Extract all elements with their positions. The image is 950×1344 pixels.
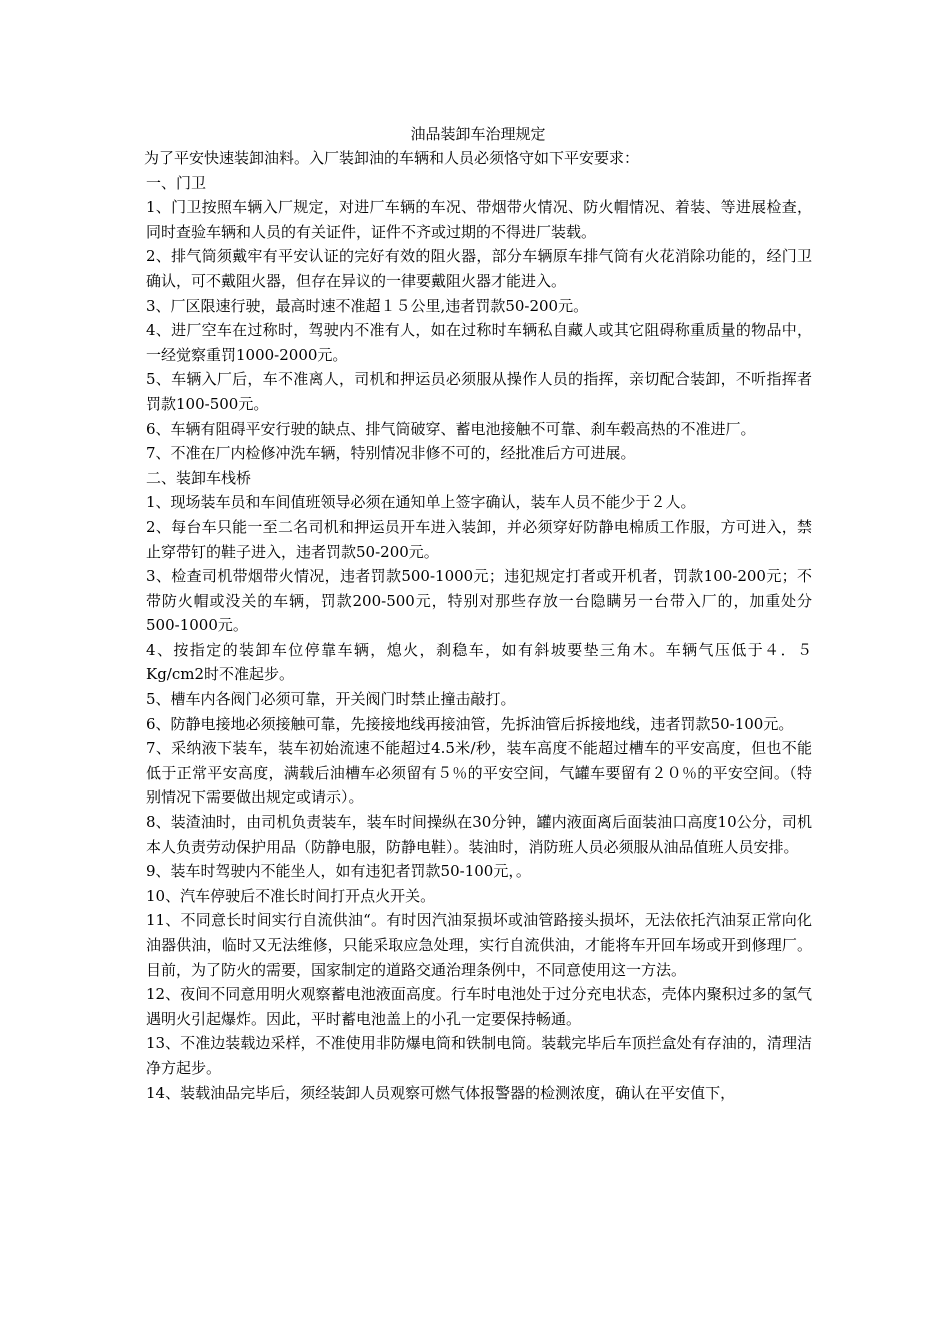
intro-paragraph: 为了平安快速装卸油料。入厂装卸油的车辆和人员必须恪守如下平安要求： bbox=[144, 149, 640, 167]
rule-item: 11、不同意长时间实行自流供油“。有时因汽油泵损坏或油管路接头损坏，无法依托汽油泵正常向化油器供油，临时又无法维修，只能采取应急处理，实行自流供油，才能将车开回车场或开到修理厂。目前，为了防火的需要，国家制定的道路交通治理条例中，不同意使用这一方法。 bbox=[146, 911, 812, 979]
rule-item: 4、按指定的装卸车位停靠车辆，熄火，刹稳车，如有斜坡要垫三角木。车辆气压低于４．５ Kg/cm2时不准起步。 bbox=[146, 640, 812, 684]
rule-item: 5、槽车内各阀门必须可靠，开关阀门时禁止撞击敲打。 bbox=[146, 690, 516, 709]
rule-item: 6、车辆有阻碍平安行驶的缺点、排气筒破穿、蓄电池接触不可靠、刹车毂高热的不准进厂。 bbox=[146, 419, 756, 438]
rule-item: 13、不准边装载边采样，不准使用非防爆电筒和铁制电筒。装载完毕后车顶拦盒处有存油的，清理洁净方起步。 bbox=[146, 1034, 812, 1077]
rule-item: 4、进厂空车在过称时，驾驶内不准有人，如在过称时车辆私自藏人或其它阻碍称重质量的物品中，一经觉察重罚1000-2000元。 bbox=[146, 321, 812, 364]
rule-item: 9、装车时驾驶内不能坐人，如有违犯者罚款50-100元，。 bbox=[146, 862, 531, 881]
rule-item: 1、现场装车员和车间值班领导必须在通知单上签字确认，装车人员不能少于２人。 bbox=[146, 493, 696, 512]
rule-item: 2、每台车只能一至二名司机和押运员开车进入装卸，并必须穿好防静电棉质工作服，方可进入，禁止穿带钉的鞋子进入，违者罚款50-200元。 bbox=[146, 517, 812, 561]
rule-item: 3、厂区限速行驶，最高时速不准超１５公里,违者罚款50-200元。 bbox=[146, 296, 589, 315]
section-heading: 一、门卫 bbox=[146, 173, 207, 192]
document-body bbox=[144, 122, 812, 1105]
rule-item: 1、门卫按照车辆入厂规定，对进厂车辆的车况、带烟带火情况、防火帽情况、着装、等进展检查，同时查验车辆和人员的有关证件，证件不齐或过期的不得进厂装载。 bbox=[146, 198, 812, 241]
rule-item: 6、防静电接地必须接触可靠，先接接地线再接油管，先拆油管后拆接地线，违者罚款50-100元。 bbox=[146, 714, 794, 733]
rule-item: 3、检查司机带烟带火情况，违者罚款500-1000元；违犯规定打者或开机者，罚款100-200元；不带防火帽或没关的车辆，罚款200-500元，特别对那些存放一台隐瞒另一台带入厂的，加重处分500-1000元。 bbox=[146, 567, 812, 635]
rule-item: 14、装载油品完毕后，须经装卸人员观察可燃气体报警器的检测浓度，确认在平安值下， bbox=[146, 1083, 736, 1102]
rule-item: 12、夜间不同意用明火观察蓄电池液面高度。行车时电池处于过分充电状态，壳体内聚积过多的氢气遇明火引起爆炸。因此，平时蓄电池盖上的小孔一定要保持畅通。 bbox=[146, 985, 812, 1028]
section-heading: 二、装卸车栈桥 bbox=[146, 468, 252, 487]
rule-item: 8、装渣油时，由司机负责装车，装车时间操纵在30分钟，罐内液面离后面装油口高度10公分，司机本人负责劳动保护用品（防静电服，防静电鞋）。装油时，消防班人员必须服从油品值班人员安排。 bbox=[146, 813, 812, 856]
rule-item: 5、车辆入厂后，车不准离人，司机和押运员必须服从操作人员的指挥，亲切配合装卸，不听指挥者罚款100-500元。 bbox=[146, 370, 812, 413]
rule-item: 7、不准在厂内检修冲洗车辆，特别情况非修不可的，经批准后方可进展。 bbox=[146, 444, 636, 463]
rule-item: 2、排气筒须戴牢有平安认证的完好有效的阻火器，部分车辆原车排气筒有火花消除功能的，经门卫确认，可不戴阻火器，但存在异议的一律要戴阻火器才能进入。 bbox=[146, 247, 812, 290]
section-loading-trestle bbox=[144, 466, 812, 1105]
document-title: 油品装卸车治理规定 bbox=[410, 125, 546, 143]
section-gatekeeper bbox=[144, 171, 812, 466]
rule-item: 7、采纳液下装车，装车初始流速不能超过4.5米/秒，装车高度不能超过槽车的平安高度，但也不能低于正常平安高度，满载后油槽车必须留有５％的平安空间，气罐车要留有２０％的平安空间。（特别情况下需要做出规定或请示）。 bbox=[146, 739, 812, 807]
rule-item: 10、汽车停驶后不准长时间打开点火开关。 bbox=[146, 886, 436, 905]
